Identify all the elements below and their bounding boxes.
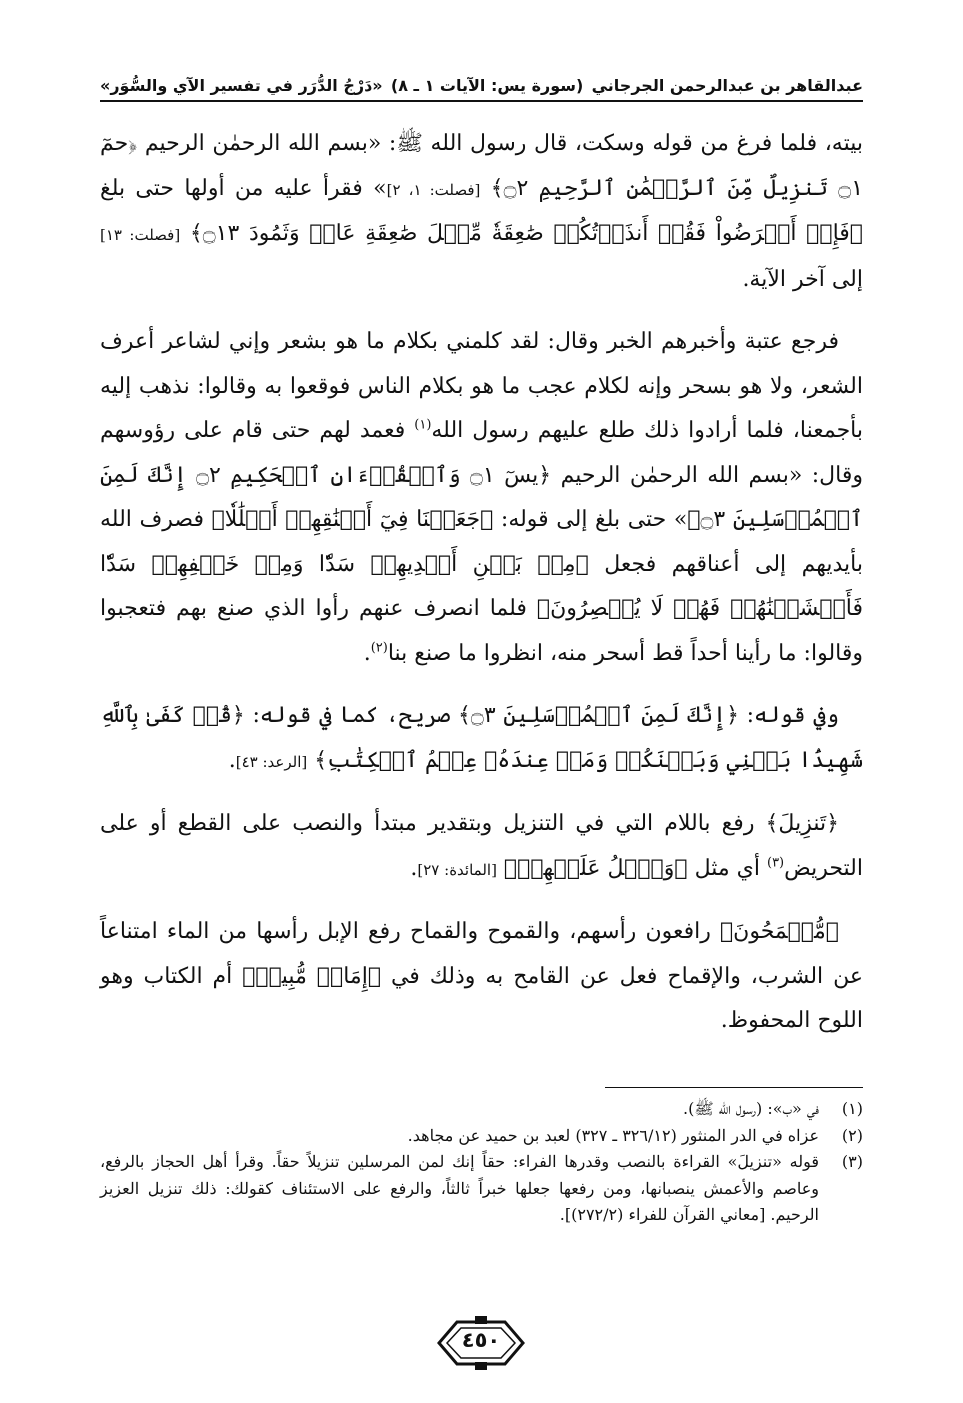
running-header: [100, 72, 863, 98]
footnote-text: عزاه في الدر المنثور (٣٢٦/١٢ ـ ٣٢٧) لعبد بن حميد عن مجاهد.: [407, 1125, 819, 1145]
paragraph-5: [100, 910, 863, 1044]
p1-text: بيته، فلما فرغ من قوله وسكت، قال رسول الله ﷺ: «بسم الله الرحمٰن الرحيم ﴿حمٓ ۝١ تَنزِيلٌ مِّنَ ٱلرَّحۡمَٰنِ ٱلرَّحِيمِ ۝٢﴾: [100, 131, 864, 201]
footnote-number: (٢): [841, 1125, 863, 1145]
footnote-1: [100, 1096, 863, 1123]
page-number: ٤٥٠: [461, 1328, 501, 1352]
footnote-number: (٣): [841, 1152, 863, 1171]
footnote-number: (١): [841, 1099, 863, 1118]
paragraph-4: [100, 802, 863, 892]
p4-ref: [المائدة: ٢٧]: [417, 860, 497, 879]
footnote-marker-2[interactable]: (٢): [370, 640, 388, 656]
p2-text3: .: [363, 640, 371, 666]
p4-text3: .: [410, 855, 418, 881]
p1-ref1: [فصلت: ١، ٢]: [386, 180, 481, 199]
p4-text: ﴿تَنزِيلَ﴾ رفع باللام التي في التنزيل وبتقدير مبتدأ والنصب على القطع أو على التحريض: [100, 811, 863, 881]
footnote-marker-1[interactable]: (١): [414, 417, 432, 433]
header-author: عبدالقاهر بن عبدالرحمن الجرجاني: [591, 75, 863, 95]
footnotes: [100, 1096, 863, 1229]
main-text: [100, 122, 863, 1062]
header-section: (سورة يس: الآيات ١ ـ ٨): [390, 75, 584, 95]
p1-ref2: [فصلت: ١٣]: [100, 226, 181, 244]
footnote-3: [100, 1149, 863, 1229]
p3-text2: .: [228, 747, 236, 773]
paragraph-1: [100, 122, 863, 302]
header-rule: [100, 100, 863, 102]
paragraph-3: [100, 694, 863, 784]
footnote-text: قوله «تنزيلَ» القراءة بالنصب وقدرها الفراء: حقاً إنك لمن المرسلين تنزيلاً حقاً. وقرأ أهل الحجاز بالرفع، وعاصم والأعمش ينصبانها، ومن رفعها جعلها خبراً ثالثاً، والرفع على الاستئناف كقولك: ذلك تنزيل العزيز الرحيم. [معاني القرآن للفراء (٢٧٢/٢)].: [100, 1152, 819, 1224]
footnote-rule: [605, 1087, 863, 1088]
p2-text: فرجع عتبة وأخبرهم الخبر وقال: لقد كلمني بكلام ما هو بشعر وإني لشاعر أعرف الشعر، ولا هو بسحر وإنه لكلام عجب ما هو بكلام الناس فوقعوا به وقالوا: نذهب إليه بأجمعنا، فلما أرادوا ذلك طلع عليهم رسول الله: [100, 329, 863, 443]
p5-text: ﴿مُّقۡمَحُونَ﴾ رافعون رأسهم، والقموح والقماح رفع الإبل رأسها من الماء امتناعاً عن الشرب، والإقماح فعل عن القامح به وذلك في ﴿إِمَامٖ مُّبِينٖ﴾ أم الكتاب وهو اللوح المحفوظ.: [100, 919, 863, 1033]
p1-text2: » فقرأ عليه من أولها حتى بلغ ﴿فَإِنۡ أَعۡرَضُواْ فَقُلۡ أَنذَرۡتُكُمۡ صَٰعِقَةٗ مِّثۡلَ صَٰعِقَةِ عَادٖ وَثَمُودَ ۝١٣﴾: [100, 175, 864, 246]
footnote-marker-3[interactable]: (٣): [766, 855, 785, 871]
p3-text: وفي قوله: ﴿إِنَّكَ لَمِنَ ٱلۡمُرۡسَلِينَ ۝٣﴾ صريح، كما في قوله: ﴿قُلۡ كَفَىٰ بِٱللَّهِ شَهِيدَۢا بَيۡنِي وَبَيۡنَكُمۡ وَمَنۡ عِندَهُۥ عِلۡمُ ٱلۡكِتَٰبِ﴾: [100, 703, 863, 773]
p3-ref: [الرعد: ٤٣]: [235, 752, 308, 771]
p2-text2: فعمد لهم حتى قام على رؤوسهم وقال: «بسم الله الرحمٰن الرحيم ﴿يسٓ ۝١ وَٱلۡقُرۡءَانِ ٱلۡحَكِيمِ ۝٢ إِنَّكَ لَمِنَ ٱلۡمُرۡسَلِينَ ۝٣﴾» حتى بلغ إلى قوله: ﴿جَعَلۡنَا فِيٓ أَعۡنَٰقِهِمۡ أَغۡلَٰلٗا﴾ فصرف الله بأيديهم إلى أعناقهم فجعل ﴿مِنۢ بَيۡنِ أَيۡدِيهِمۡ سَدّٗا وَمِنۡ خَلۡفِهِمۡ سَدّٗا فَأَغۡشَيۡنَٰهُمۡ فَهُمۡ لَا يُبۡصِرُونَ﴾ فلما انصرف عنهم رأوا الذي صنع بهم فتعجبوا وقالوا: ما رأينا أحداً قط أسحر منه، انظروا ما صنع بنا: [100, 418, 863, 666]
header-book-title: «دَرْجُ الدُّرَر في تفسير الآي والسُّوَر»: [100, 75, 383, 95]
footnote-text: في «ب»: (رسول الله ﷺ).: [683, 1099, 819, 1118]
p4-text2: أي مثل ﴿وَٱتۡلُ عَلَيۡهِمۡ﴾: [496, 855, 767, 881]
paragraph-2: [100, 320, 863, 676]
page-number-ornament: [431, 1316, 531, 1370]
footnote-2: [100, 1123, 863, 1150]
p1-text3: إلى آخر الآية.: [742, 266, 863, 292]
